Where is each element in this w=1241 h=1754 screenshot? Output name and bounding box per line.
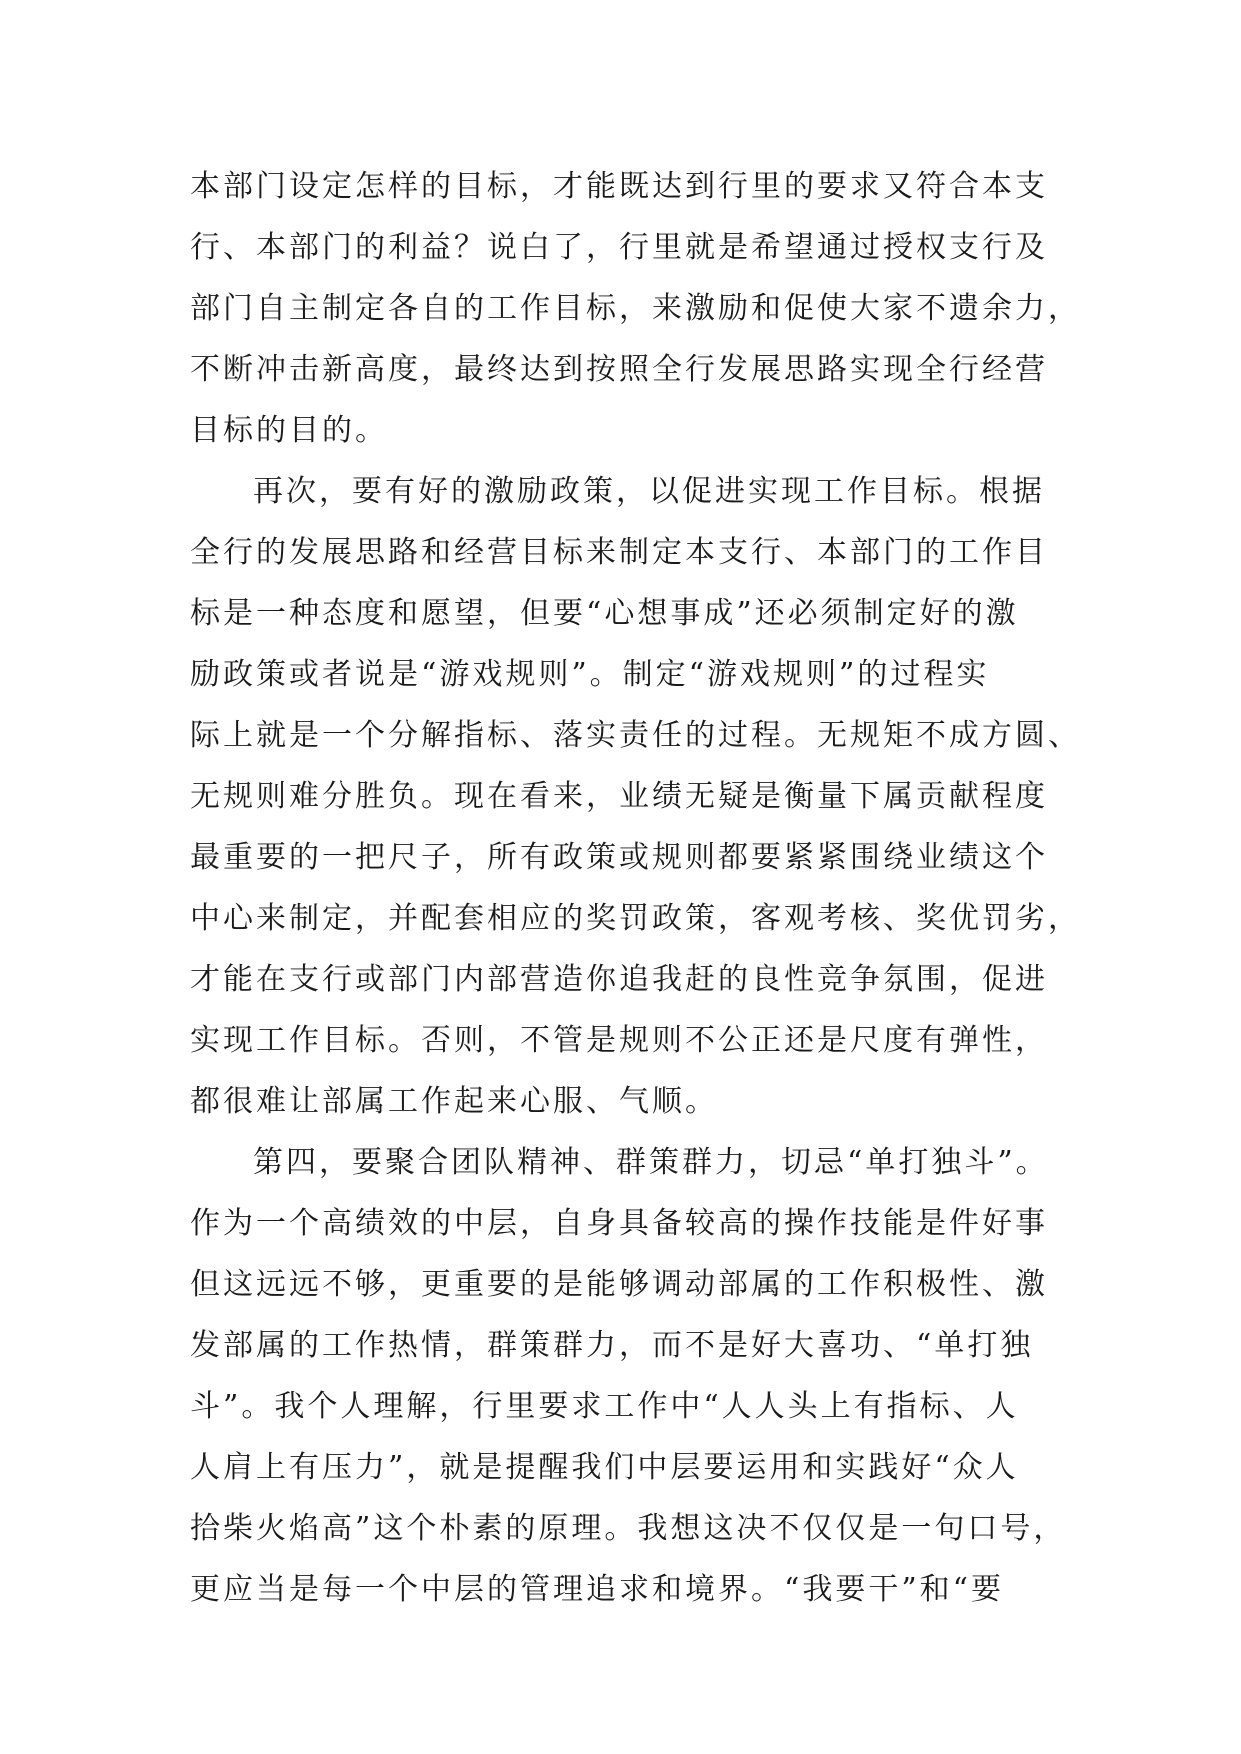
text-line: 作为一个高绩效的中层，自身具备较高的操作技能是件好事 bbox=[190, 1206, 1048, 1241]
text-line: 斗”。我个人理解，行里要求工作中“人人头上有指标、人 bbox=[190, 1389, 1019, 1424]
text-line: 全行的发展思路和经营目标来制定本支行、本部门的工作目 bbox=[190, 535, 1048, 570]
text-line: 最重要的一把尺子，所有政策或规则都要紧紧围绕业绩这个 bbox=[190, 840, 1048, 875]
text-line: 更应当是每一个中层的管理追求和境界。“我要干”和“要 bbox=[190, 1572, 1005, 1607]
text-line: 发部属的工作热情，群策群力，而不是好大喜功、“单打独 bbox=[190, 1328, 1034, 1363]
text-line: 无规则难分胜负。现在看来，业绩无疑是衡量下属贡献程度 bbox=[190, 779, 1048, 814]
text-line: 但这远远不够，更重要的是能够调动部属的工作积极性、激 bbox=[190, 1267, 1048, 1302]
text-line: 都很难让部属工作起来心服、气顺。 bbox=[190, 1084, 718, 1119]
text-line: 行、本部门的利益？说白了，行里就是希望通过授权支行及 bbox=[190, 230, 1048, 265]
text-line: 中心来制定，并配套相应的奖罚政策，客观考核、奖优罚劣， bbox=[190, 901, 1081, 936]
text-line: 标是一种态度和愿望，但要“心想事成”还必须制定好的激 bbox=[190, 596, 1019, 631]
text-line: 不断冲击新高度，最终达到按照全行发展思路实现全行经营 bbox=[190, 352, 1048, 387]
text-line: 部门自主制定各自的工作目标，来激励和促使大家不遗余力， bbox=[190, 291, 1081, 326]
text-line: 本部门设定怎样的目标，才能既达到行里的要求又符合本支 bbox=[190, 169, 1048, 204]
paragraph-start-line: 第四，要聚合团队精神、群策群力，切忌“单打独斗”。 bbox=[253, 1145, 1049, 1180]
text-line: 际上就是一个分解指标、落实责任的过程。无规矩不成方圆、 bbox=[190, 718, 1081, 753]
text-line: 拾柴火焰高”这个朴素的原理。我想这决不仅仅是一句口号， bbox=[190, 1511, 1067, 1546]
text-line: 目标的目的。 bbox=[190, 413, 388, 448]
text-line: 实现工作目标。否则，不管是规则不公正还是尺度有弹性， bbox=[190, 1023, 1048, 1058]
text-line: 人肩上有压力”，就是提醒我们中层要运用和实践好“众人 bbox=[190, 1450, 1019, 1485]
body-text bbox=[190, 156, 1090, 1620]
paragraph-start-line: 再次，要有好的激励政策，以促进实现工作目标。根据 bbox=[253, 474, 1045, 509]
text-line: 励政策或者说是“游戏规则”。制定“游戏规则”的过程实 bbox=[190, 657, 990, 692]
text-line: 才能在支行或部门内部营造你追我赶的良性竞争氛围，促进 bbox=[190, 962, 1048, 997]
